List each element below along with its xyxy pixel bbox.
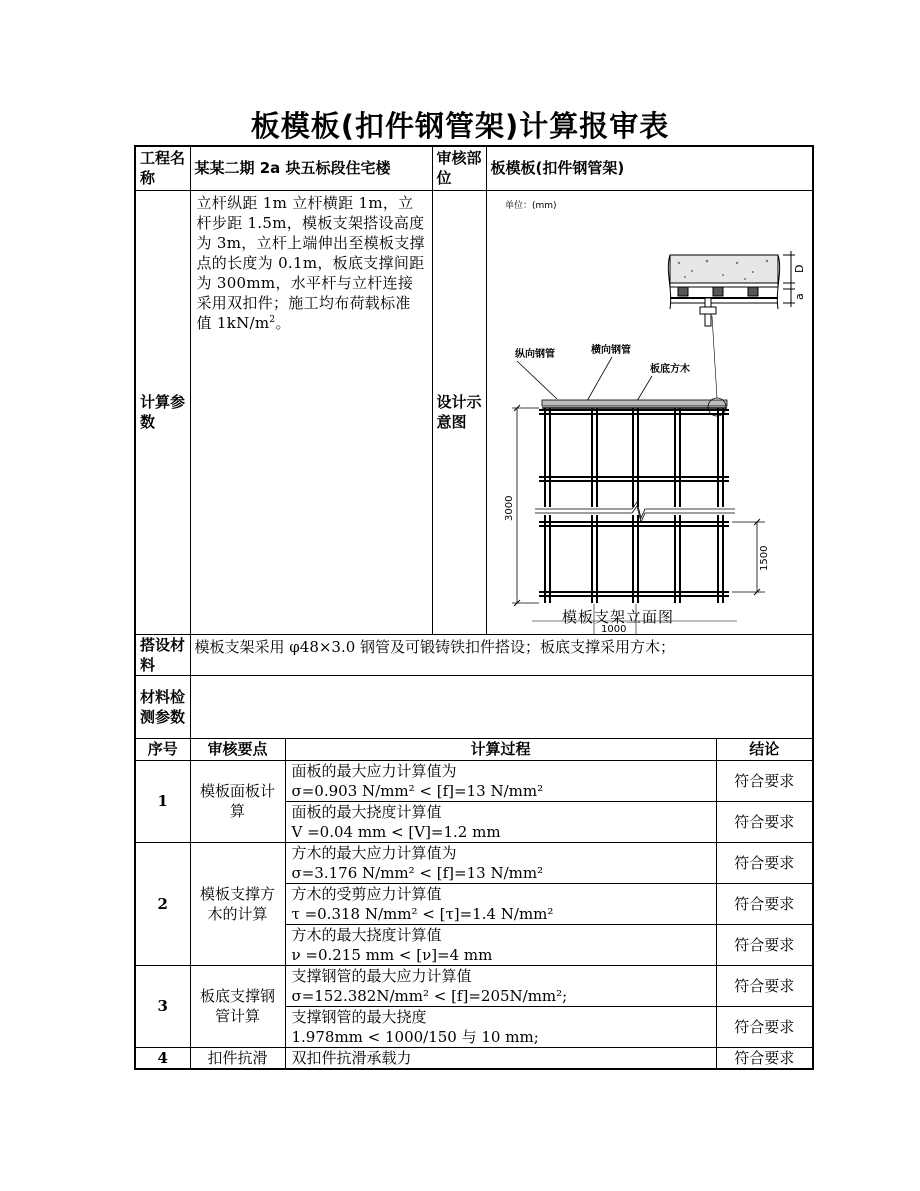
- process-cell: [285, 842, 716, 883]
- slab: [542, 400, 727, 406]
- posts: [545, 408, 723, 603]
- conclusion-cell: 符合要求: [716, 760, 813, 801]
- process-cell: [285, 1006, 716, 1047]
- row-point: 扣件抗滑: [190, 1047, 285, 1069]
- formwork-elevation-diagram: [487, 191, 810, 634]
- material-label: 搭设材料: [135, 634, 190, 675]
- long-tube-label: 纵向钢管: [514, 348, 555, 360]
- conclusion-cell: 符合要求: [716, 842, 813, 883]
- project-label: 工程名称: [135, 146, 190, 190]
- page-title: 板模板(扣件钢管架)计算报审表: [250, 109, 670, 143]
- row-point: 模板支撑方木的计算: [190, 842, 285, 965]
- table-row: [135, 842, 813, 883]
- params-sup: 2: [269, 314, 276, 325]
- material-row: [135, 634, 813, 675]
- conclusion-cell: 符合要求: [716, 883, 813, 924]
- audit-label: 审核部位: [432, 146, 486, 190]
- process-cell: [285, 924, 716, 965]
- conclusion-cell: 符合要求: [716, 1047, 813, 1069]
- process-formula: σ=152.382N/mm² < [f]=205N/mm²;: [291, 986, 568, 1005]
- joint-detail: [668, 251, 806, 326]
- process-cell: [285, 760, 716, 801]
- process-formula: σ=0.903 N/mm² < [f]=13 N/mm²: [291, 781, 544, 800]
- process-cell: [285, 883, 716, 924]
- params-end: 。: [275, 313, 291, 332]
- diagram-label: 设计示意图: [432, 190, 486, 634]
- col-process: 计算过程: [285, 738, 716, 760]
- params-body: 立杆纵距 1m 立杆横距 1m，立杆步距 1.5m，模板支架搭设高度为 3m，立杆上端伸出至模板支撑点的长度为 0.1m，板底支撑间距为 300mm，水平杆与立杆连接采用双扣件；施工均布荷载标准值 1kN/m: [196, 193, 425, 332]
- inspection-text: [190, 675, 813, 738]
- cross-tube-label: 横向钢管: [590, 344, 631, 356]
- process-cell: [285, 965, 716, 1006]
- process-formula: τ =0.318 N/mm² < [τ]=1.4 N/mm²: [291, 904, 554, 923]
- process-cell: [285, 1047, 716, 1069]
- detail-a-label: a: [792, 292, 806, 300]
- detail-D-label: D: [792, 264, 806, 273]
- row-seq: 2: [135, 842, 190, 965]
- header-row: [135, 146, 813, 190]
- params-text: [190, 190, 432, 634]
- column-header-row: [135, 738, 813, 760]
- process-formula: σ=3.176 N/mm² < [f]=13 N/mm²: [291, 863, 544, 882]
- audit-value: 板模板(扣件钢管架): [486, 146, 813, 190]
- process-line: 支撑钢管的最大挠度: [291, 1007, 427, 1026]
- table-row: [135, 1047, 813, 1069]
- diagram-cell: [486, 190, 813, 634]
- row-seq: 3: [135, 965, 190, 1047]
- inspection-label: 材料检测参数: [135, 675, 190, 738]
- process-line: 方木的受剪应力计算值: [291, 884, 442, 903]
- process-formula: ν =0.215 mm < [ν]=4 mm: [291, 945, 493, 964]
- square-timber-label: 板底方木: [649, 363, 690, 375]
- spacing-dim: 1000: [600, 623, 626, 634]
- inspection-row: [135, 675, 813, 738]
- row-point: 模板面板计算: [190, 760, 285, 842]
- diagram-caption: 模板支架立面图: [562, 608, 675, 626]
- process-line: 面板的最大应力计算值为: [291, 761, 457, 780]
- params-label: 计算参数: [135, 190, 190, 634]
- process-line: 方木的最大应力计算值为: [291, 843, 457, 862]
- detail-timber-1: [678, 287, 688, 296]
- process-line: 面板的最大挠度计算值: [291, 802, 442, 821]
- table-row: [135, 760, 813, 801]
- review-table: [134, 145, 814, 1070]
- process-formula: 1.978mm < 1000/150 与 10 mm;: [291, 1027, 539, 1046]
- process-line: 方木的最大挠度计算值: [291, 925, 442, 944]
- conclusion-cell: 符合要求: [716, 924, 813, 965]
- conclusion-cell: 符合要求: [716, 965, 813, 1006]
- height-dim: 3000: [503, 495, 515, 521]
- process-cell: [285, 801, 716, 842]
- step-dim: 1500: [758, 545, 770, 571]
- detail-slab: [670, 255, 778, 283]
- unit-label: 单位：(mm): [504, 200, 557, 211]
- detail-timber-3: [748, 287, 758, 296]
- detail-timber-2: [713, 287, 723, 296]
- process-formula: V =0.04 mm < [V]=1.2 mm: [291, 822, 501, 841]
- conclusion-cell: 符合要求: [716, 801, 813, 842]
- project-value: 某某二期 2a 块五标段住宅楼: [190, 146, 432, 190]
- table-row: [135, 965, 813, 1006]
- process-line: 双扣件抗滑承载力: [291, 1048, 412, 1067]
- row-seq: 4: [135, 1047, 190, 1069]
- col-conclusion: 结论: [716, 738, 813, 760]
- row-point: 板底支撑钢管计算: [190, 965, 285, 1047]
- col-seq: 序号: [135, 738, 190, 760]
- process-line: 支撑钢管的最大应力计算值: [291, 966, 472, 985]
- params-row: [135, 190, 813, 634]
- conclusion-cell: 符合要求: [716, 1006, 813, 1047]
- material-text: 模板支架采用 φ48×3.0 钢管及可锻铸铁扣件搭设；板底支撑采用方木；: [190, 634, 813, 675]
- row-seq: 1: [135, 760, 190, 842]
- col-point: 审核要点: [190, 738, 285, 760]
